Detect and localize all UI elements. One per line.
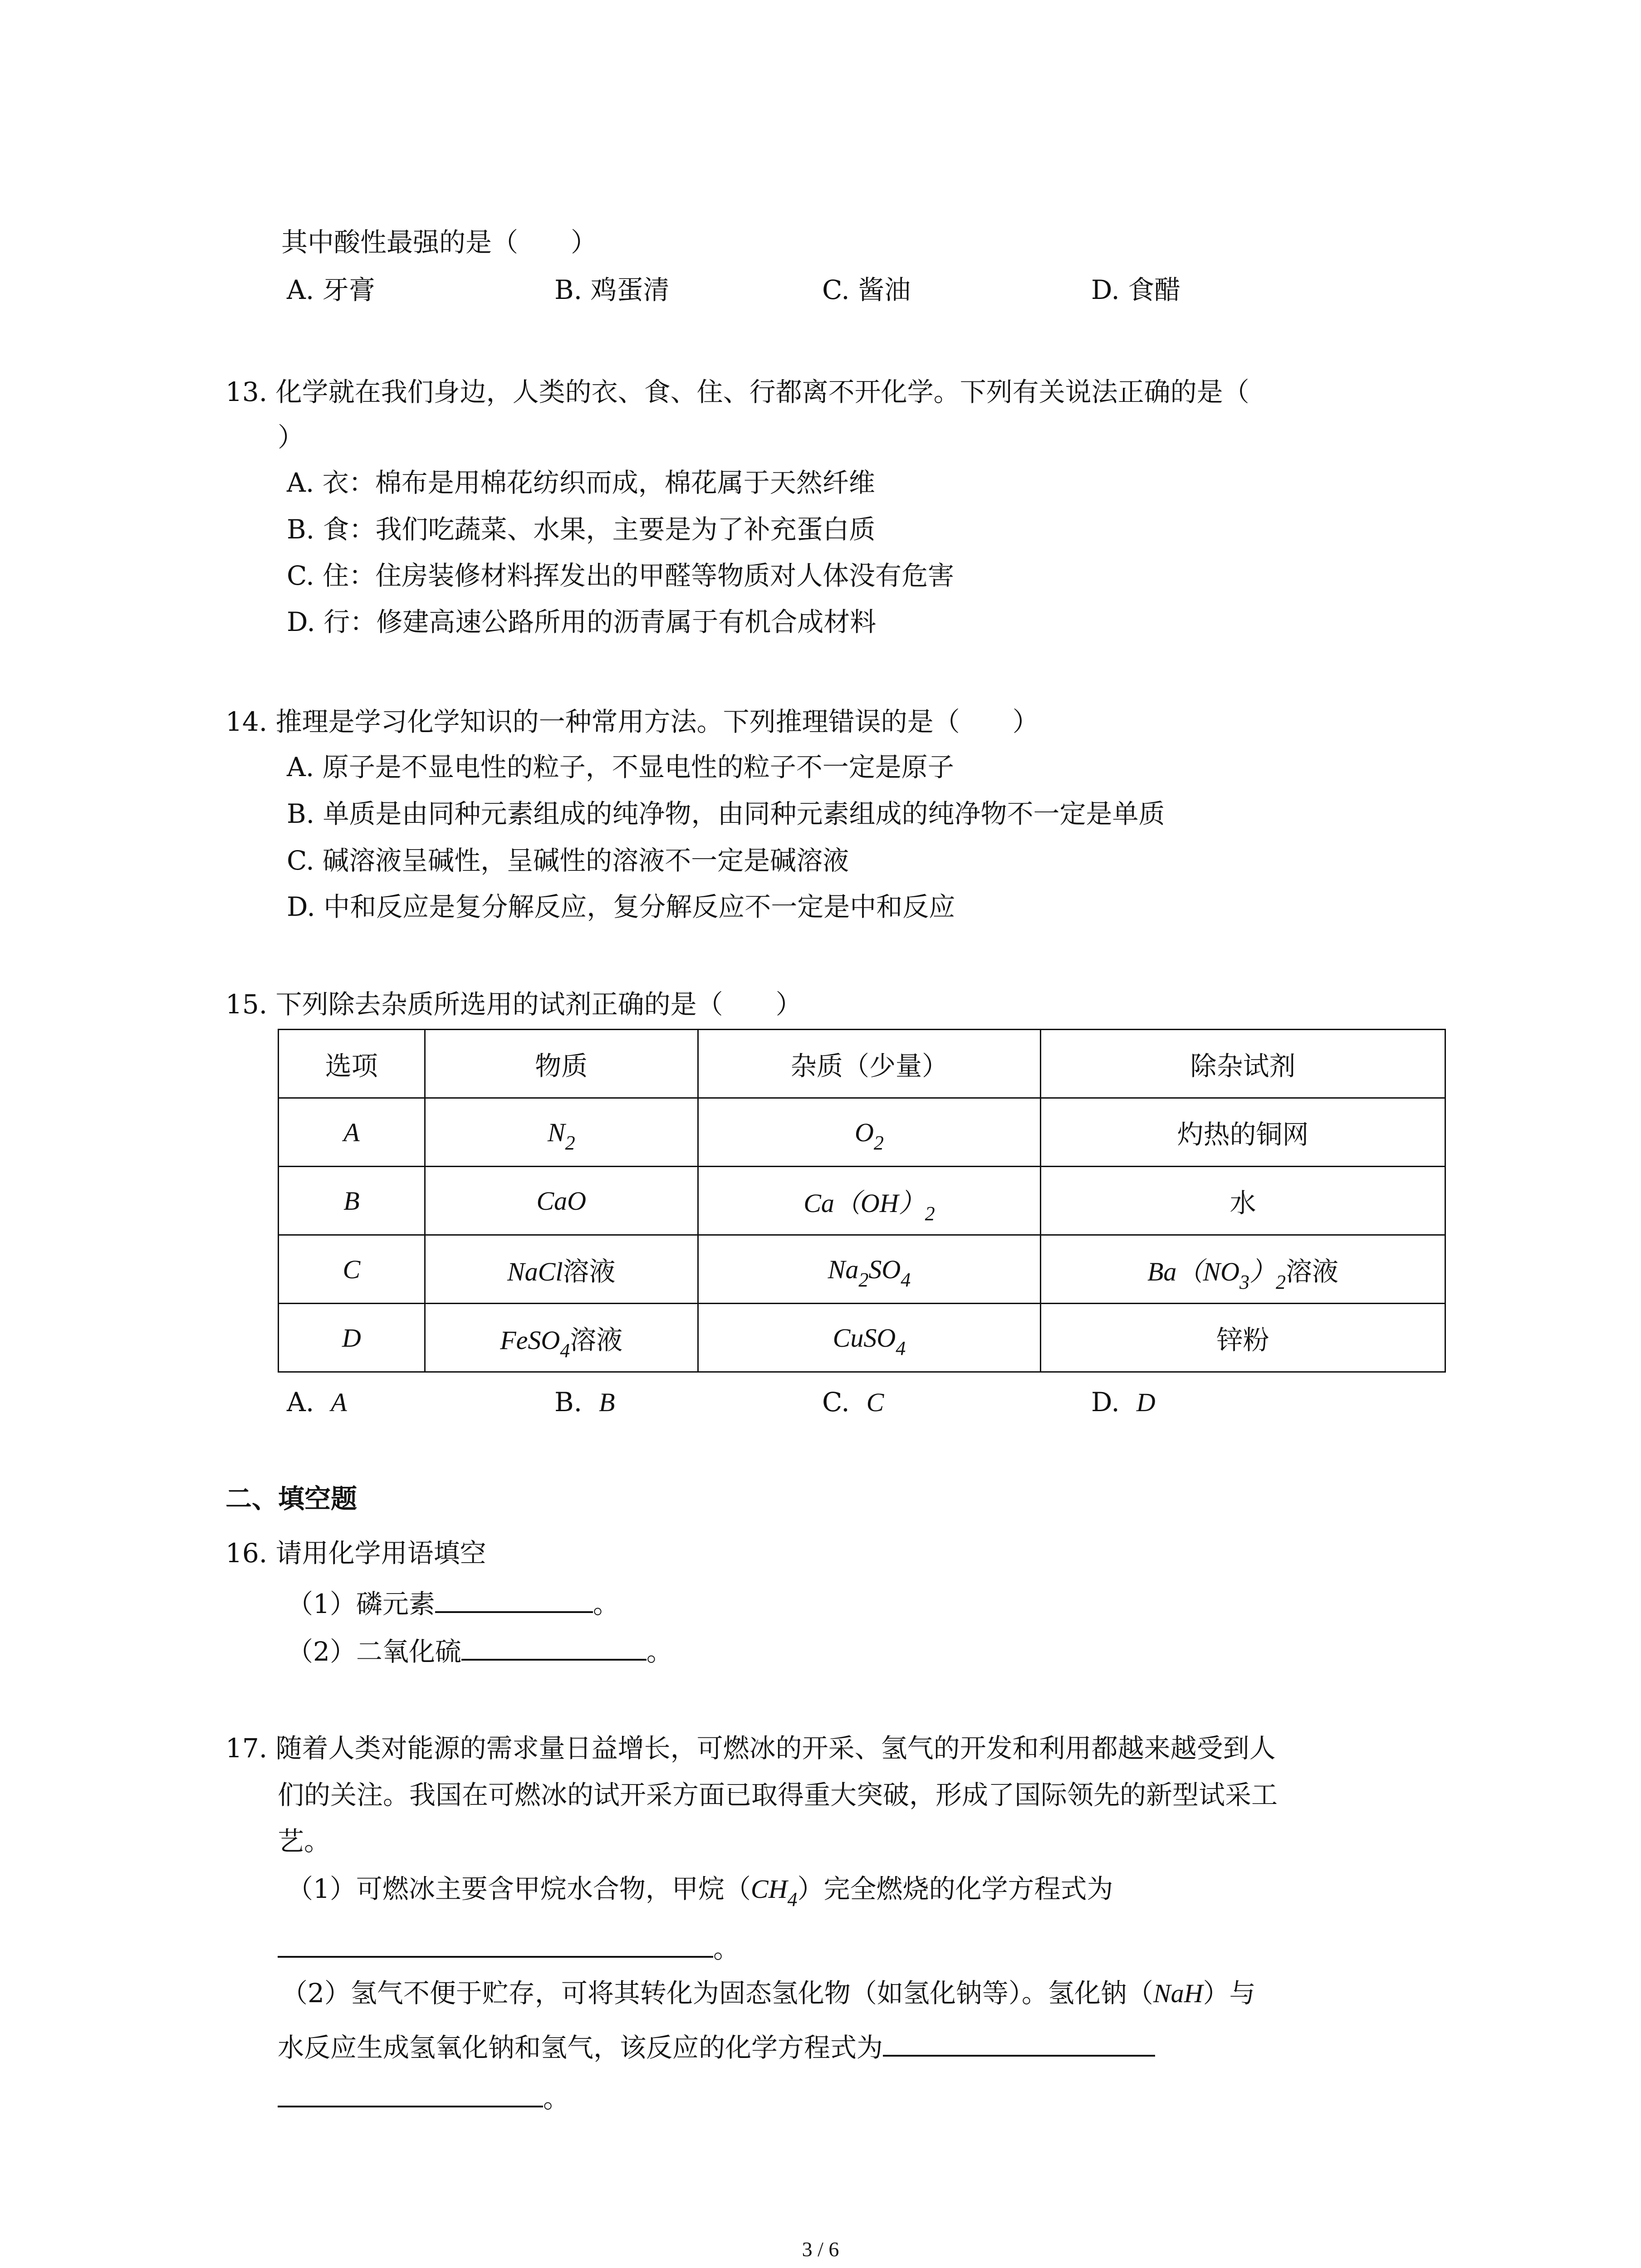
row-impurity: CuSO$_4$ — [698, 1304, 1040, 1372]
q16-stem: 16. 请用化学用语填空 — [225, 1538, 486, 1569]
section-title: 二、填空题 — [225, 1483, 358, 1514]
q17-part-2-answer: 。 — [278, 2082, 569, 2112]
q12-option-a: A. 牙膏 — [287, 274, 375, 305]
header-option: 选项 — [279, 1030, 425, 1098]
q17-stem-line1: 17. 随着人类对能源的需求量日益增长，可燃冰的开采、氢气的开发和利用都越来越受到人 — [225, 1733, 1276, 1764]
q17-part-2: （2）氢气不便于贮存，可将其转化为固态氢化物（如氢化钠等）。氢化钠（NaH）与 — [281, 1978, 1256, 2009]
answer-blank[interactable] — [461, 1635, 647, 1661]
row-option: D — [279, 1304, 425, 1372]
answer-blank[interactable] — [278, 1932, 713, 1958]
row-reagent: 灼热的铜网 — [1041, 1098, 1445, 1167]
q14-option-d: D. 中和反应是复分解反应，复分解反应不一定是中和反应 — [287, 891, 955, 922]
q14-option-c: C. 碱溶液呈碱性，呈碱性的溶液不一定是碱溶液 — [287, 845, 849, 876]
row-impurity: $Na_2SO_4$ — [698, 1235, 1040, 1304]
q13-stem-cont: ） — [278, 422, 304, 453]
row-substance: $N_2$ — [425, 1098, 698, 1167]
q17-part-1-answer: 。 — [278, 1932, 740, 1962]
table-header-row — [279, 1030, 1445, 1098]
q12-option-c: C. 酱油 — [822, 274, 911, 305]
header-substance: 物质 — [425, 1030, 698, 1098]
header-impurity: 杂质（少量） — [698, 1030, 1040, 1098]
q14-option-b: B. 单质是由同种元素组成的纯净物，由同种元素组成的纯净物不一定是单质 — [287, 798, 1165, 829]
row-substance: FeSO$_4$溶液 — [425, 1304, 698, 1372]
row-option: A — [279, 1098, 425, 1167]
q13-option-c: C. 住：住房装修材料挥发出的甲醛等物质对人体没有危害 — [287, 560, 955, 591]
q15-table — [278, 1029, 1446, 1373]
page-number: 3 / 6 — [802, 2238, 839, 2261]
q17-stem-line3: 艺。 — [278, 1826, 331, 1857]
q14-stem: 14. 推理是学习化学知识的一种常用方法。下列推理错误的是（ ） — [225, 706, 1039, 737]
q15-answer-a: A. A — [287, 1387, 347, 1418]
q17-part-1: （1）可燃冰主要含甲烷水合物，甲烷$(CH_4)$完全燃烧的化学方程式为 — [287, 1873, 1113, 1911]
q12-option-b: B. 鸡蛋清 — [554, 274, 670, 305]
answer-blank[interactable] — [278, 2082, 543, 2107]
row-impurity: $Ca(OH)_2$ — [698, 1167, 1040, 1235]
row-substance: NaCl溶液 — [425, 1235, 698, 1304]
row-substance: CaO — [425, 1167, 698, 1235]
answer-blank[interactable] — [435, 1588, 593, 1613]
q13-option-a: A. 衣：棉布是用棉花纺织而成，棉花属于天然纤维 — [287, 467, 875, 498]
q12-option-d: D. 食醋 — [1091, 274, 1181, 305]
table-row — [279, 1098, 1445, 1167]
row-impurity: $O_2$ — [698, 1098, 1040, 1167]
header-reagent: 除杂试剂 — [1041, 1030, 1445, 1098]
table-row — [279, 1304, 1445, 1372]
q15-answer-b: B. B — [554, 1387, 615, 1418]
q15-answer-c: C. C — [822, 1387, 884, 1418]
q14-option-a: A. 原子是不显电性的粒子，不显电性的粒子不一定是原子 — [287, 752, 954, 782]
row-reagent: 锌粉 — [1041, 1304, 1445, 1372]
q16-part-1: （1）磷元素 。 — [287, 1589, 619, 1619]
q17-part-2-line2: 水反应生成氢氧化钠和氢气，该反应的化学方程式为 — [278, 2031, 1155, 2061]
row-reagent: 水 — [1041, 1167, 1445, 1235]
q13-option-b: B. 食：我们吃蔬菜、水果，主要是为了补充蛋白质 — [287, 514, 876, 545]
answer-blank[interactable] — [883, 2031, 1155, 2057]
q17-stem-line2: 们的关注。我国在可燃冰的试开采方面已取得重大突破，形成了国际领先的新型试采工 — [278, 1779, 1278, 1810]
row-option: C — [279, 1235, 425, 1304]
table-row — [279, 1235, 1445, 1304]
q13-stem: 13. 化学就在我们身边，人类的衣、食、住、行都离不开化学。下列有关说法正确的是（ — [225, 376, 1249, 407]
table-row — [279, 1167, 1445, 1235]
q15-stem: 15. 下列除去杂质所选用的试剂正确的是（ ） — [225, 989, 802, 1020]
q13-option-d: D. 行：修建高速公路所用的沥青属于有机合成材料 — [287, 606, 877, 637]
q15-answer-d: D. D — [1091, 1387, 1156, 1418]
row-option: B — [279, 1167, 425, 1235]
q12-stem: 其中酸性最强的是（ ） — [281, 227, 598, 258]
q16-part-2: （2）二氧化硫 。 — [287, 1636, 673, 1667]
row-reagent: $Ba(NO_3)_2$溶液 — [1041, 1235, 1445, 1304]
